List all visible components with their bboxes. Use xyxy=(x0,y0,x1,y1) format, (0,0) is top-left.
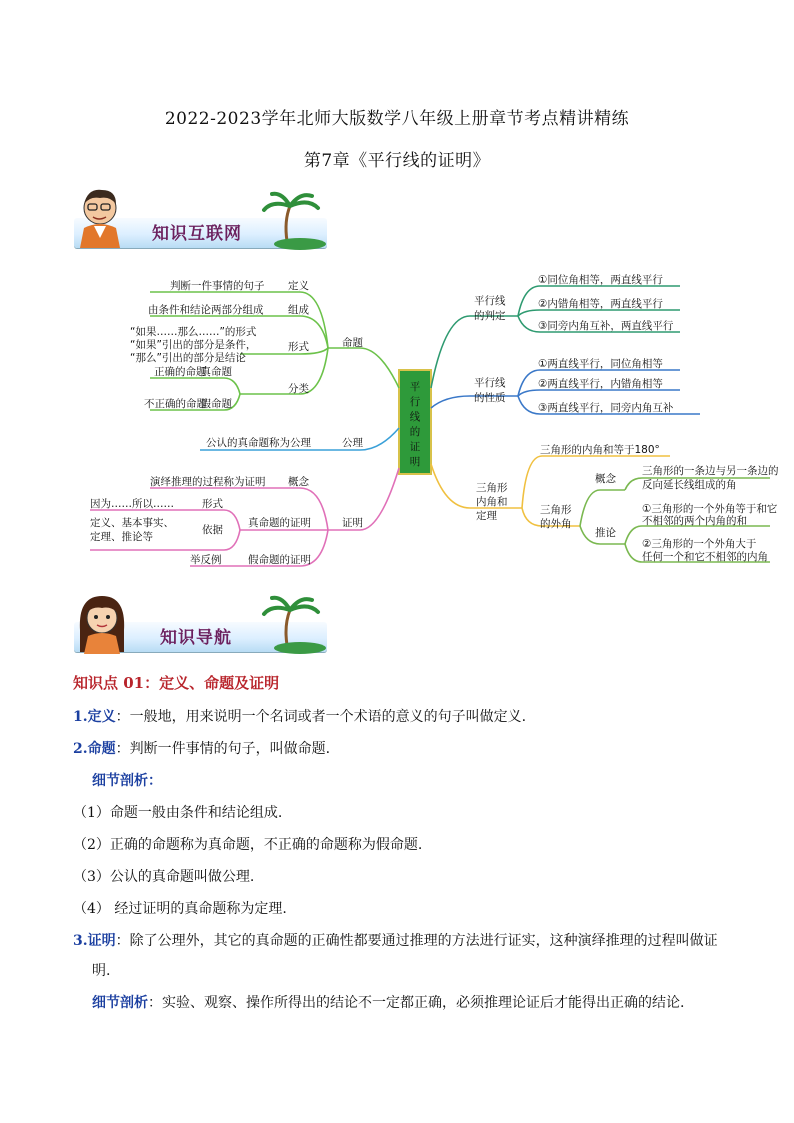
panding-item-2: ②内错角相等，两直线平行 xyxy=(538,298,663,310)
term-proof: 证明 xyxy=(87,933,116,949)
leaf-xingshi-3: “那么”引出的部分是结论 xyxy=(130,352,246,364)
detail-item-1: （1）命题一般由条件和结论组成. xyxy=(73,805,283,821)
term-definition: 定义 xyxy=(87,709,116,725)
node-xingzhi-2: 的性质 xyxy=(474,392,506,404)
detail-item-4: （4） 经过证明的真命题称为定理. xyxy=(73,901,287,917)
node-gongli: 公理 xyxy=(342,437,363,449)
paragraph-detail-2 xyxy=(92,993,752,1013)
section-title: 知识点 01：定义、命题及证明 xyxy=(73,674,280,692)
panding-item-1: ①同位角相等，两直线平行 xyxy=(538,274,663,286)
chapter-title: 第7章《平行线的证明》 xyxy=(303,151,491,171)
detail-analysis-label: 细节剖析： xyxy=(92,773,162,789)
node-waijiao-2: 的外角 xyxy=(540,518,572,530)
node-waijiao-1: 三角形 xyxy=(540,504,572,516)
node-zhengming: 证明 xyxy=(342,517,363,529)
svg-text:线: 线 xyxy=(409,411,421,423)
term-proposition: 命题 xyxy=(87,741,116,757)
leaf-jiamingti: 不正确的命题 xyxy=(144,398,207,410)
leaf-jia-proof: 举反例 xyxy=(190,554,222,566)
node-proof-basis: 依据 xyxy=(202,524,223,536)
node-proof-form: 形式 xyxy=(202,498,223,510)
node-panding-2: 的判定 xyxy=(474,310,506,322)
node-zhenmingti: 真命题 xyxy=(200,366,232,378)
proposition-text: ：判断一件事情的句子，叫做命题. xyxy=(115,741,331,757)
node-sanjiao-2: 内角和 xyxy=(476,496,508,508)
item-number: 3. xyxy=(73,933,88,949)
paragraph-definition xyxy=(73,707,733,727)
node-mingti: 命题 xyxy=(342,337,363,349)
item-number: 1. xyxy=(73,709,88,725)
node-xingshi: 形式 xyxy=(288,341,309,353)
detail-analysis-label-2: 细节剖析 xyxy=(92,995,148,1011)
panding-item-3: ③同旁内角互补，两直线平行 xyxy=(538,320,674,332)
xingzhi-item-3: ③两直线平行，同旁内角互补 xyxy=(538,402,674,414)
leaf-gongli: 公认的真命题称为公理 xyxy=(206,437,311,449)
node-xingzhi-1: 平行线 xyxy=(474,377,506,389)
svg-text:证: 证 xyxy=(409,441,421,453)
leaf-gainian: 演绎推理的过程称为证明 xyxy=(150,476,266,488)
proof-text-continued: 明. xyxy=(92,963,111,979)
svg-text:平: 平 xyxy=(409,381,421,393)
leaf-zucheng: 由条件和结论两部分组成 xyxy=(148,304,264,316)
knowledge-network-title: 知识互联网 xyxy=(152,224,242,244)
paragraph-proposition xyxy=(73,739,733,759)
leaf-proof-basis-2: 定理、推论等 xyxy=(90,531,153,543)
document-title: 2022-2023学年北师大版数学八年级上册章节考点精讲精练 xyxy=(164,109,630,129)
leaf-waijiao-gainian-2: 反向延长线组成的角 xyxy=(642,479,737,491)
svg-text:明: 明 xyxy=(409,456,421,468)
leaf-xingshi-2: “如果”引出的部分是条件， xyxy=(130,339,257,351)
svg-text:行: 行 xyxy=(409,396,421,408)
node-fenlei: 分类 xyxy=(288,383,309,395)
leaf-neijiao: 三角形的内角和等于180° xyxy=(540,444,660,456)
xingzhi-item-1: ①两直线平行，同位角相等 xyxy=(538,358,663,370)
leaf-tuilun-2b: 任何一个和它不相邻的内角 xyxy=(642,551,768,563)
knowledge-network-banner xyxy=(72,186,327,256)
leaf-tuilun-1b: 不相邻的两个内角的和 xyxy=(642,515,747,527)
leaf-proof-basis-1: 定义、基本事实、 xyxy=(90,517,174,529)
leaf-xingshi-1: “如果……那么……”的形式 xyxy=(130,326,257,338)
node-jia-proof: 假命题的证明 xyxy=(248,554,311,566)
knowledge-navigation-title: 知识导航 xyxy=(160,628,232,648)
leaf-proof-form: 因为……所以…… xyxy=(90,498,174,510)
leaf-tuilun-1a: ①三角形的一个外角等于和它 xyxy=(642,503,778,515)
node-gainian: 概念 xyxy=(288,476,309,488)
node-tuilun: 推论 xyxy=(595,527,616,539)
paragraph-proof xyxy=(73,931,733,951)
mind-map xyxy=(60,268,780,578)
node-zucheng: 组成 xyxy=(288,304,309,316)
node-sanjiao-3: 定理 xyxy=(476,510,497,522)
leaf-zhenmingti: 正确的命题 xyxy=(154,366,207,378)
item-number: 2. xyxy=(73,741,88,757)
node-zhen-proof: 真命题的证明 xyxy=(248,517,311,529)
definition-text: ：一般地，用来说明一个名词或者一个术语的意义的句子叫做定义. xyxy=(115,709,527,725)
detail-item-3: （3）公认的真命题叫做公理. xyxy=(73,869,255,885)
proof-text: ：除了公理外，其它的真命题的正确性都要通过推理的方法进行证实，这种演绎推理的过程叫做证 xyxy=(115,933,718,949)
knowledge-navigation-banner xyxy=(72,590,327,660)
node-panding-1: 平行线 xyxy=(474,295,506,307)
leaf-waijiao-gainian-1: 三角形的一条边与另一条边的 xyxy=(642,465,779,477)
leaf-dingyi: 判断一件事情的句子 xyxy=(170,280,265,292)
node-sanjiao-1: 三角形 xyxy=(476,482,508,494)
node-waijiao-gainian: 概念 xyxy=(595,473,616,485)
detail-2-text: ：实验、观察、操作所得出的结论不一定都正确，必须推理论证后才能得出正确的结论. xyxy=(148,995,685,1011)
detail-item-2: （2）正确的命题称为真命题，不正确的命题称为假命题. xyxy=(73,837,423,853)
node-jiamingti: 假命题 xyxy=(200,398,232,410)
node-dingyi: 定义 xyxy=(288,280,309,292)
leaf-tuilun-2a: ②三角形的一个外角大于 xyxy=(642,538,757,550)
svg-text:的: 的 xyxy=(409,426,421,438)
xingzhi-item-2: ②两直线平行，内错角相等 xyxy=(538,378,663,390)
